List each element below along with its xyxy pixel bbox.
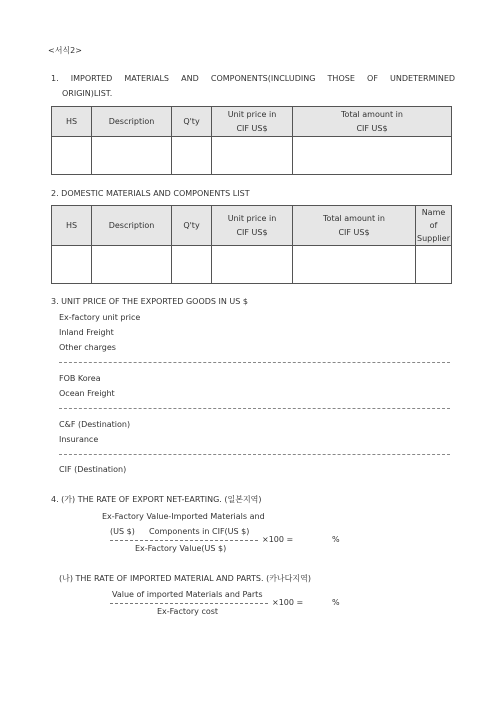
formula-b-times: ×100 =	[272, 598, 304, 607]
header-description: Description	[92, 206, 172, 246]
table-cell[interactable]	[416, 246, 452, 284]
divider	[59, 362, 450, 363]
header-qty: Q'ty	[172, 206, 212, 246]
formula-a-percent: %	[332, 535, 340, 544]
domestic-materials-table	[51, 205, 452, 284]
table-cell[interactable]	[52, 137, 92, 175]
section1-title-word: IMPORTED	[70, 74, 113, 83]
header-hs: HS	[52, 107, 92, 137]
header-supplier	[416, 206, 452, 246]
table-cell[interactable]	[172, 246, 212, 284]
section4-title-a: 4. (가) THE RATE OF EXPORT NET-EARTING. (일본지역)	[51, 495, 262, 504]
table-cell[interactable]	[293, 137, 452, 175]
section1-title-word: THOSE	[327, 74, 355, 83]
section3-title: 3. UNIT PRICE OF THE EXPORTED GOODS IN US $	[51, 297, 248, 306]
header-unit-price-line1: Unit price in	[227, 213, 277, 223]
header-unit-price-line2: CIF US$	[236, 123, 268, 133]
header-total-amount	[293, 206, 416, 246]
header-total-amount-line1: Total amount in	[341, 109, 403, 119]
formula-b-percent: %	[332, 598, 340, 607]
formula-a-denominator: Ex-Factory Value(US $)	[135, 544, 227, 553]
fraction-line	[110, 540, 258, 541]
section2-title: 2. DOMESTIC MATERIALS AND COMPONENTS LIST	[51, 189, 250, 198]
table-row	[52, 246, 452, 284]
table-cell[interactable]	[212, 246, 293, 284]
divider	[59, 408, 450, 409]
section1-title-word: UNDETERMINED	[390, 74, 456, 83]
header-total-amount-line2: CIF US$	[338, 227, 370, 237]
item-cif-destination: CIF (Destination)	[59, 465, 127, 474]
table-cell[interactable]	[92, 137, 172, 175]
item-cf-destination: C&F (Destination)	[59, 420, 131, 429]
formula-a-line1: Ex-Factory Value-Imported Materials and	[102, 512, 265, 521]
section1-title-word: AND	[181, 74, 199, 83]
header-total-amount-line2: CIF US$	[356, 123, 388, 133]
form-id: <서식2>	[48, 46, 82, 55]
header-unit-price-line1: Unit price in	[227, 109, 277, 119]
header-supplier-line3: Supplier	[417, 234, 450, 243]
table-header-row	[52, 107, 452, 137]
item-other-charges: Other charges	[59, 343, 116, 352]
table-cell[interactable]	[212, 137, 293, 175]
header-total-amount-line1: Total amount in	[323, 213, 385, 223]
table-cell[interactable]	[172, 137, 212, 175]
header-supplier-line2: of	[429, 221, 438, 230]
imported-materials-table	[51, 106, 452, 175]
header-hs: HS	[52, 206, 92, 246]
section4-title-b: (나) THE RATE OF IMPORTED MATERIAL AND PARTS. (카나다지역)	[59, 574, 311, 583]
table-cell[interactable]	[293, 246, 416, 284]
fraction-line	[110, 603, 268, 604]
table-row	[52, 137, 452, 175]
formula-a-times: ×100 =	[262, 535, 294, 544]
header-unit-price-line2: CIF US$	[236, 227, 268, 237]
table-cell[interactable]	[92, 246, 172, 284]
table-header-row	[52, 206, 452, 246]
formula-a-line2-right: Components in CIF(US $)	[149, 527, 250, 536]
section1-title-line2: ORIGIN)LIST.	[62, 89, 113, 98]
header-supplier-line1: Name	[421, 208, 446, 217]
formula-b-denominator: Ex-Factory cost	[157, 607, 219, 616]
header-unit-price	[212, 206, 293, 246]
item-ex-factory-price: Ex-factory unit price	[59, 313, 141, 322]
section1-title	[51, 74, 455, 84]
header-description: Description	[92, 107, 172, 137]
item-fob-korea: FOB Korea	[59, 374, 101, 383]
formula-b-numerator: Value of imported Materials and Parts	[112, 590, 263, 599]
header-total-amount	[293, 107, 452, 137]
section1-title-word: COMPONENTS(INCLUDING	[210, 74, 316, 83]
item-insurance: Insurance	[59, 435, 99, 444]
item-inland-freight: Inland Freight	[59, 328, 114, 337]
item-ocean-freight: Ocean Freight	[59, 389, 115, 398]
table-cell[interactable]	[52, 246, 92, 284]
divider	[59, 454, 450, 455]
header-qty: Q'ty	[172, 107, 212, 137]
section1-title-word: 1.	[51, 74, 59, 83]
header-unit-price	[212, 107, 293, 137]
section1-title-word: OF	[367, 74, 378, 83]
section1-title-word: MATERIALS	[124, 74, 169, 83]
formula-a-line2-left: (US $)	[110, 527, 135, 536]
